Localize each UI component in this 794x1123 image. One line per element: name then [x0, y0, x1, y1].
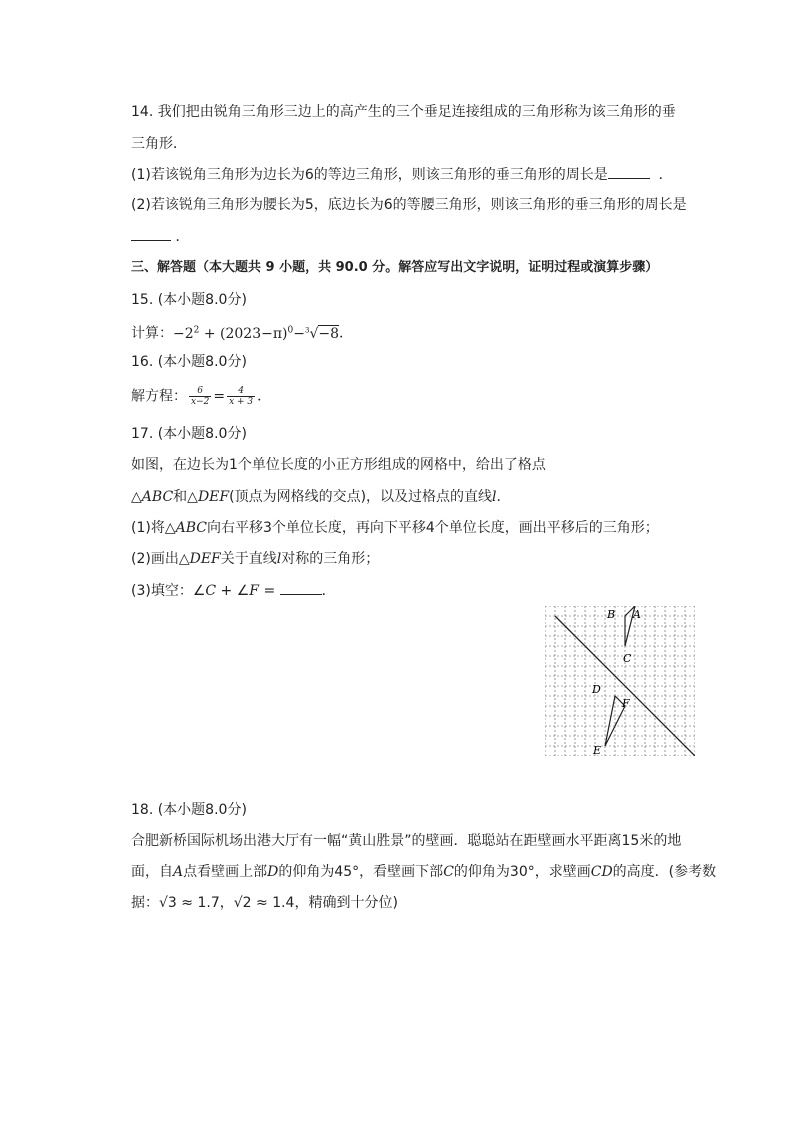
answer-blank[interactable] — [131, 226, 171, 241]
q18-line2-a: 面，自 — [131, 864, 173, 880]
q16-end: ． — [257, 388, 272, 405]
q17-part2-c: 对称的三角形； — [281, 551, 380, 567]
q17-line1: 如图，在边长为1个单位长度的小正方形组成的网格中，给出了格点 — [131, 457, 546, 473]
label-b: B — [607, 608, 616, 621]
q16-frac2-den: x + 3 — [229, 397, 254, 407]
q15-root-index: 3 — [304, 326, 310, 334]
triangle-symbol: △ — [131, 489, 142, 505]
q16-fraction-right — [227, 386, 255, 407]
q15-expression — [131, 320, 353, 344]
q17-part2-l: l — [276, 551, 282, 567]
q16-frac1-num: 6 — [189, 386, 211, 397]
q15-term-b-base: + (2023−π) — [199, 325, 288, 342]
q18-line3-a: 据： — [131, 895, 159, 911]
q16-equals: = — [213, 388, 226, 405]
radical-icon: √ — [309, 325, 319, 342]
q15-radicand: −8 — [318, 325, 339, 342]
q15-head: 15. (本小题8.0分) — [131, 292, 247, 308]
q17-part2-a: (2)画出△ — [131, 551, 190, 567]
q17-part3-eq: = — [259, 583, 280, 599]
q18-line2-e: 的高度．(参考数 — [612, 864, 717, 880]
q16-fraction-left — [189, 386, 211, 407]
q15-end: ． — [339, 325, 353, 342]
q18-point-d: D — [267, 864, 279, 880]
q17-part1 — [131, 518, 659, 538]
label-e: E — [593, 744, 602, 756]
q17-head: 17. (本小题8.0分) — [131, 426, 247, 442]
q14-line1: 14. 我们把由锐角三角形三边上的高产生的三个垂足连接组成的三角形称为该三角形的垂 — [131, 104, 676, 120]
label-c: C — [623, 652, 632, 665]
q18-line2-b: 点看壁画上部 — [183, 864, 268, 880]
q18-segment-cd: CD — [590, 864, 613, 880]
q18-line1: 合肥新桥国际机场出港大厅有一幅“黄山胜景”的壁画．聪聪站在距壁画水平距离15米的地 — [131, 833, 682, 849]
q15-term-a-exp: 2 — [193, 325, 200, 335]
label-a: A — [633, 608, 641, 621]
q17-l: l — [492, 489, 497, 505]
q14-part2-end: ． — [175, 229, 190, 245]
answer-blank[interactable] — [608, 164, 650, 179]
q14-part1 — [131, 164, 673, 185]
q17-part2-def: DEF — [189, 551, 221, 567]
label-f: F — [622, 697, 630, 710]
q17-part1-b: 向右平移3个单位长度，再向下平移4个单位长度，画出平移后的三角形； — [206, 520, 659, 536]
q14-part2-blank-line — [131, 226, 189, 247]
q16-equation — [131, 386, 271, 407]
q17-line2-end: ． — [496, 489, 511, 505]
q14-part2: (2)若该锐角三角形为腰长为5，底边长为6的等腰三角形，则该三角形的垂三角形的周长是 — [131, 197, 687, 213]
q18-sqrt3: √3 — [159, 895, 177, 911]
grid-figure — [545, 606, 695, 756]
q15-term-a — [173, 326, 199, 342]
q15-prefix: 计算： — [131, 325, 173, 342]
q17-def: DEF — [197, 489, 230, 505]
q17-line2-b: 和△ — [173, 489, 198, 505]
q16-frac1-den: x−2 — [191, 397, 210, 407]
q15-term-b-exp: 0 — [287, 325, 294, 335]
q15-term-b — [199, 326, 293, 342]
q18-point-c: C — [443, 864, 454, 880]
q17-part3-f: F — [249, 583, 260, 599]
q14-part1-end: ． — [658, 167, 673, 183]
q17-abc: ABC — [141, 489, 174, 505]
q18-line3 — [131, 893, 398, 913]
q14-part1-text: (1)若该锐角三角形为边长为6的等边三角形，则该三角形的垂三角形的周长是 — [131, 167, 608, 183]
q17-part3-b: + ∠ — [216, 583, 250, 599]
section3-header: 三、解答题（本大题共 9 小题，共 90.0 分。解答应写出文字说明，证明过程或演算步骤） — [131, 260, 659, 275]
q16-head: 16. (本小题8.0分) — [131, 354, 247, 370]
q18-sqrt2: √2 — [233, 895, 252, 911]
q18-line2-c: 的仰角为45°，看壁画下部 — [278, 864, 444, 880]
q18-line2-d: 的仰角为30°，求壁画 — [453, 864, 591, 880]
q17-part3-end: ． — [321, 583, 336, 599]
q18-point-a: A — [173, 864, 184, 880]
q17-line2 — [131, 487, 511, 507]
q15-term-a-base: −2 — [173, 325, 194, 342]
q18-line2 — [131, 862, 716, 882]
q17-part3 — [131, 580, 336, 601]
answer-blank[interactable] — [280, 580, 322, 595]
q17-line2-c: (顶点为网格线的交点)，以及过格点的直线 — [229, 489, 493, 505]
q17-part2-b: 关于直线 — [220, 551, 277, 567]
q18-head: 18. (本小题8.0分) — [131, 802, 247, 818]
label-d: D — [592, 683, 601, 696]
q18-line3-b: ≈ 1.7， — [176, 895, 234, 911]
q17-part3-c: C — [205, 583, 217, 599]
q15-minus: − — [293, 325, 305, 342]
q17-part2 — [131, 549, 379, 569]
q16-prefix: 解方程： — [131, 388, 187, 405]
q17-part1-abc: ABC — [175, 520, 207, 536]
q16-frac2-num: 4 — [227, 386, 255, 397]
q17-part1-a: (1)将△ — [131, 520, 176, 536]
q14-line2: 三角形． — [131, 136, 187, 152]
q17-part3-a: (3)填空：∠ — [131, 583, 206, 599]
q18-line3-c: ≈ 1.4，精确到十分位) — [251, 895, 398, 911]
q15-term-c — [293, 326, 339, 342]
